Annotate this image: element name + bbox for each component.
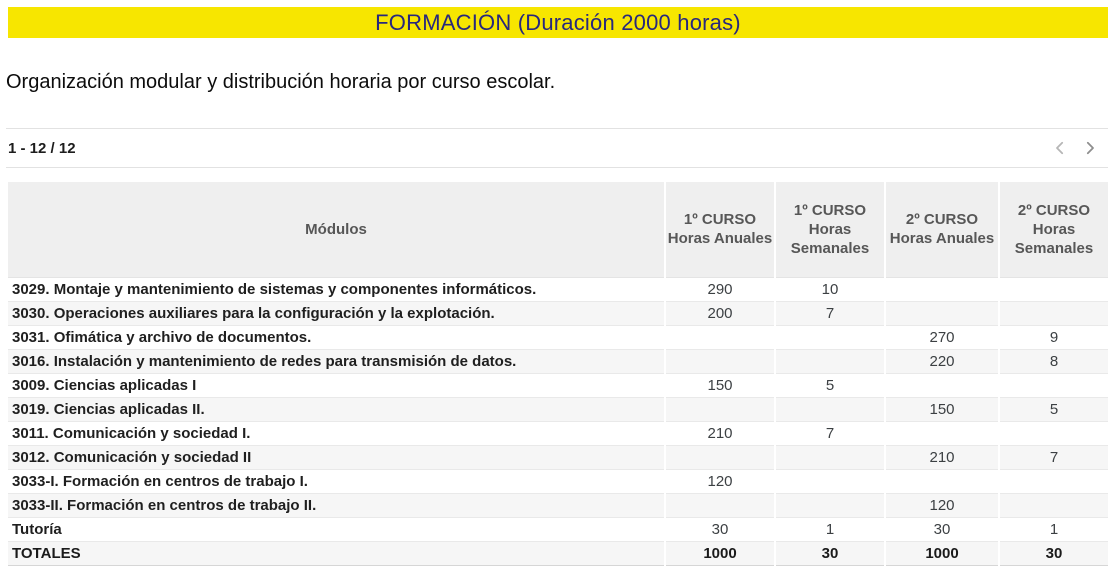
header-curso1-anuales: 1º CURSO Horas Anuales xyxy=(665,182,775,277)
cell-c1-semanales xyxy=(775,445,885,469)
cell-c1-semanales: 1 xyxy=(775,517,885,541)
module-name: 3019. Ciencias aplicadas II. xyxy=(8,397,665,421)
cell-c2-semanales xyxy=(999,277,1108,301)
cell-c1-semanales: 7 xyxy=(775,421,885,445)
cell-c1-semanales xyxy=(775,397,885,421)
pagination-range: 1 - 12 / 12 xyxy=(8,139,76,157)
table-row xyxy=(8,349,1108,373)
cell-c1-semanales xyxy=(775,469,885,493)
totals-row xyxy=(8,541,1108,565)
cell-c2-semanales: 1 xyxy=(999,517,1108,541)
totals-c1-semanales: 30 xyxy=(775,541,885,565)
cell-c1-semanales xyxy=(775,349,885,373)
cell-c2-anuales: 220 xyxy=(885,349,999,373)
cell-c1-semanales xyxy=(775,325,885,349)
table-row xyxy=(8,277,1108,301)
cell-c1-semanales: 10 xyxy=(775,277,885,301)
totals-label: TOTALES xyxy=(8,541,665,565)
cell-c1-anuales: 290 xyxy=(665,277,775,301)
cell-c2-semanales: 9 xyxy=(999,325,1108,349)
cell-c1-semanales: 7 xyxy=(775,301,885,325)
cell-c1-anuales: 120 xyxy=(665,469,775,493)
header-curso2-semanales: 2º CURSO Horas Semanales xyxy=(999,182,1108,277)
cell-c2-anuales xyxy=(885,277,999,301)
module-name: Tutoría xyxy=(8,517,665,541)
header-curso1-semanales: 1º CURSO Horas Semanales xyxy=(775,182,885,277)
formation-banner xyxy=(8,7,1108,38)
totals-c1-anuales: 1000 xyxy=(665,541,775,565)
cell-c2-semanales xyxy=(999,301,1108,325)
page-subtitle: Organización modular y distribución horaria por curso escolar. xyxy=(6,71,556,93)
table-row xyxy=(8,397,1108,421)
cell-c2-semanales xyxy=(999,373,1108,397)
module-name: 3011. Comunicación y sociedad I. xyxy=(8,421,665,445)
cell-c1-anuales: 200 xyxy=(665,301,775,325)
cell-c2-semanales xyxy=(999,493,1108,517)
table-row xyxy=(8,517,1108,541)
cell-c1-anuales xyxy=(665,349,775,373)
module-name: 3030. Operaciones auxiliares para la configuración y la explotación. xyxy=(8,301,665,325)
table-row xyxy=(8,493,1108,517)
modules-table xyxy=(8,182,1108,566)
cell-c2-semanales: 7 xyxy=(999,445,1108,469)
cell-c2-anuales: 30 xyxy=(885,517,999,541)
table-row xyxy=(8,325,1108,349)
table-row xyxy=(8,301,1108,325)
module-name: 3029. Montaje y mantenimiento de sistemas y componentes informáticos. xyxy=(8,277,665,301)
cell-c1-anuales xyxy=(665,397,775,421)
cell-c1-anuales xyxy=(665,493,775,517)
cell-c2-semanales: 5 xyxy=(999,397,1108,421)
cell-c2-anuales xyxy=(885,301,999,325)
cell-c2-semanales: 8 xyxy=(999,349,1108,373)
module-name: 3033-I. Formación en centros de trabajo I. xyxy=(8,469,665,493)
cell-c1-anuales: 150 xyxy=(665,373,775,397)
cell-c2-anuales xyxy=(885,421,999,445)
module-name: 3012. Comunicación y sociedad II xyxy=(8,445,665,469)
module-name: 3031. Ofimática y archivo de documentos. xyxy=(8,325,665,349)
cell-c2-semanales xyxy=(999,469,1108,493)
cell-c1-semanales xyxy=(775,493,885,517)
chevron-left-icon xyxy=(1052,140,1068,156)
module-name: 3016. Instalación y mantenimiento de redes para transmisión de datos. xyxy=(8,349,665,373)
cell-c2-anuales: 210 xyxy=(885,445,999,469)
module-name: 3009. Ciencias aplicadas I xyxy=(8,373,665,397)
cell-c2-anuales: 120 xyxy=(885,493,999,517)
table-row xyxy=(8,445,1108,469)
cell-c1-anuales xyxy=(665,325,775,349)
table-header xyxy=(8,182,1108,277)
cell-c1-anuales xyxy=(665,445,775,469)
previous-page-button[interactable] xyxy=(1048,136,1072,160)
header-modulos: Módulos xyxy=(8,182,665,277)
cell-c2-anuales xyxy=(885,469,999,493)
next-page-button[interactable] xyxy=(1078,136,1102,160)
cell-c2-anuales xyxy=(885,373,999,397)
table-row xyxy=(8,421,1108,445)
chevron-right-icon xyxy=(1082,140,1098,156)
cell-c2-semanales xyxy=(999,421,1108,445)
table-row xyxy=(8,469,1108,493)
cell-c1-anuales: 210 xyxy=(665,421,775,445)
header-curso2-anuales: 2º CURSO Horas Anuales xyxy=(885,182,999,277)
table-row xyxy=(8,373,1108,397)
totals-c2-semanales: 30 xyxy=(999,541,1108,565)
cell-c2-anuales: 150 xyxy=(885,397,999,421)
cell-c1-semanales: 5 xyxy=(775,373,885,397)
pagination-bar xyxy=(6,128,1108,168)
banner-title: FORMACIÓN (Duración 2000 horas) xyxy=(375,9,741,35)
module-name: 3033-II. Formación en centros de trabajo II. xyxy=(8,493,665,517)
cell-c2-anuales: 270 xyxy=(885,325,999,349)
totals-c2-anuales: 1000 xyxy=(885,541,999,565)
cell-c1-anuales: 30 xyxy=(665,517,775,541)
